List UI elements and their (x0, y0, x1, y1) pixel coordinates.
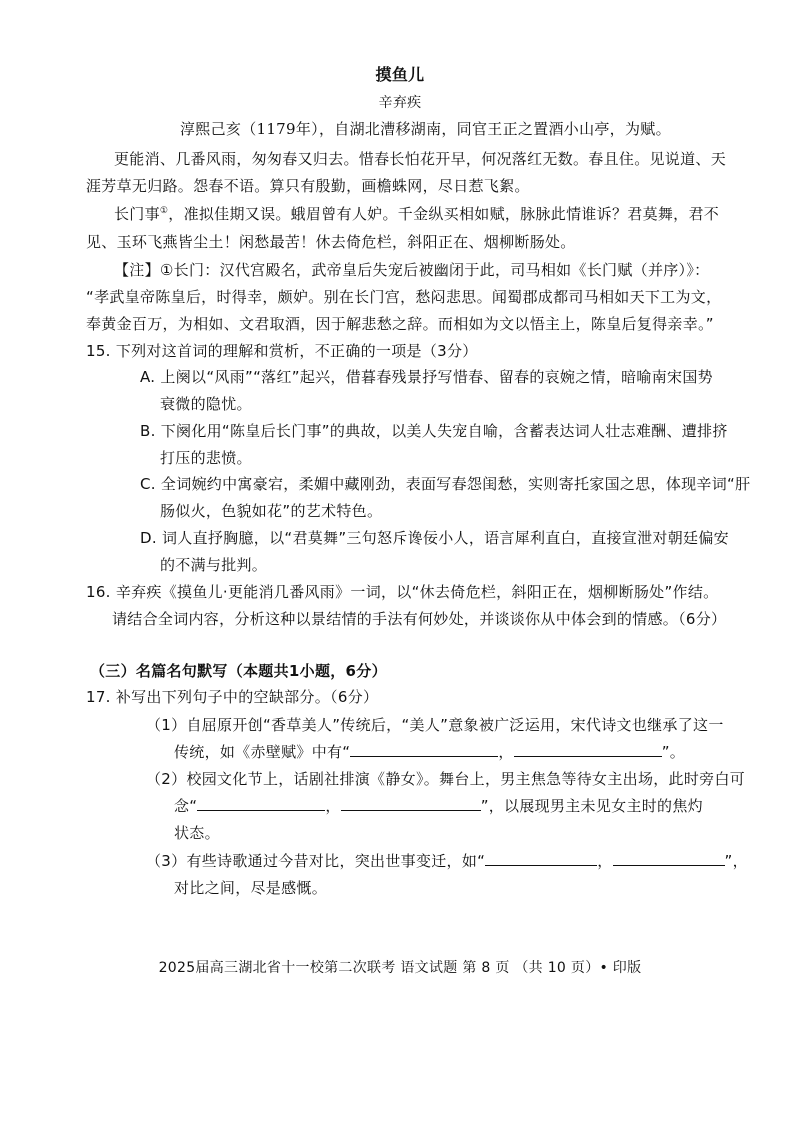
poem-title: 摸鱼儿 (375, 65, 425, 84)
q17-stem: 17. 补写出下列句子中的空缺部分。（6分） (86, 688, 379, 706)
q17-part2-line3: 状态。 (174, 824, 220, 842)
q17-part3-blank2[interactable] (613, 851, 725, 866)
note-line3: 奉黄金百万，为相如、文君取酒，因于解悲愁之辞。而相如为文以悟主上，陈皇后复得亲幸。” (86, 315, 714, 333)
note-line2: “孝武皇帝陈皇后，时得幸，颇妒。别在长门宫，愁闷悲思。闻蜀郡成都司马相如天下工为文， (86, 288, 722, 306)
q17-part2-line2 (174, 795, 703, 816)
q16-line1: 16. 辛弃疾《摸鱼儿·更能消几番风雨》一词，以“休去倚危栏，斜阳正在，烟柳断肠处”作结。 (86, 583, 719, 601)
poem-stanza2-line2: 见、玉环飞燕皆尘土！闲愁最苦！休去倚危栏，斜阳正在、烟柳断肠处。 (86, 233, 576, 251)
q17-part3-prefix: （3）有些诗歌通过今昔对比，突出世事变迁，如“ (146, 852, 486, 870)
q17-part1-blank1[interactable] (350, 742, 498, 757)
stanza2-line1-start: 长门事 (114, 205, 160, 223)
q17-part2-suffix: ”，以展现男主未见女主时的焦灼 (480, 797, 703, 815)
q17-part1-line1: （1）自屈原开创“香草美人”传统后，“美人”意象被广泛运用，宋代诗文也继承了这一 (146, 716, 724, 734)
q17-part2-blank2[interactable] (341, 796, 481, 811)
q15-option-b-line1: B. 下阕化用“陈皇后长门事”的典故，以美人失宠自喻，含蓄表达词人壮志难酬、遭排挤 (140, 422, 728, 440)
poem-stanza1-line1: 更能消、几番风雨，匆匆春又归去。惜春长怕花开早，何况落红无数。春且住。见说道、天 (114, 150, 727, 168)
q17-part1-suffix: ”。 (661, 743, 686, 761)
q15-option-c-line1: C. 全词婉约中寓豪宕，柔媚中藏刚劲，表面写春怨闺愁，实则寄托家国之思，体现辛词“肝 (140, 475, 751, 493)
poem-stanza2-line1 (114, 203, 719, 224)
q15-option-d-line2: 的不满与批判。 (160, 556, 268, 574)
q17-part3-suffix: ”， (724, 852, 748, 870)
q17-part2-prefix: 念“ (174, 797, 198, 815)
q15-option-a-line1: A. 上阕以“风雨”“落红”起兴，借暮春残景抒写惜春、留春的哀婉之情，暗喻南宋国势 (140, 368, 713, 386)
q17-part3-separator: ， (597, 852, 613, 870)
q17-part3-blank1[interactable] (485, 851, 597, 866)
q16-line2: 请结合全词内容，分析这种以景结情的手法有何妙处，并谈谈你从中体会到的情感。（6分） (112, 610, 727, 628)
q17-part2-blank1[interactable] (197, 796, 325, 811)
q17-part1-blank2[interactable] (514, 742, 662, 757)
page-footer: 2025届高三湖北省十一校第二次联考 语文试题 第 8 页 （共 10 页）• 印版 (158, 960, 642, 976)
stanza2-line1-rest: ，准拟佳期又误。蛾眉曾有人妒。千金纵买相如赋，脉脉此情谁诉？君莫舞，君不 (168, 205, 720, 223)
q17-part1-prefix: 传统，如《赤壁赋》中有“ (174, 743, 351, 761)
poem-preface: 淳熙己亥（1179年），自湖北漕移湖南，同官王正之置酒小山亭，为赋。 (180, 120, 671, 138)
q17-part2-separator: ， (325, 797, 341, 815)
q15-option-b-line2: 打压的悲愤。 (160, 449, 252, 467)
q17-part1-separator: ， (498, 743, 514, 761)
q15-option-c-line2: 肠似火，色貌如花”的艺术特色。 (160, 502, 383, 520)
q15-option-a-line2: 衰微的隐忧。 (160, 395, 252, 413)
q17-part2-line1: （2）校园文化节上，话剧社排演《静女》。舞台上，男主焦急等待女主出场，此时旁白可 (146, 770, 746, 788)
footnote-marker: ① (159, 206, 169, 216)
q15-option-d-line1: D. 词人直抒胸臆，以“君莫舞”三句怒斥谗佞小人，语言犀利直白，直接宣泄对朝廷偏安 (140, 529, 729, 547)
q17-part1-line2 (174, 741, 685, 762)
poem-stanza1-line2: 涯芳草无归路。怨春不语。算只有殷勤，画檐蛛网，尽日惹飞絮。 (86, 177, 530, 195)
q17-part3-line2: 对比之间，尽是感慨。 (174, 879, 328, 897)
note-line1: 【注】①长门：汉代宫殿名，武帝皇后失宠后被幽闭于此，司马相如《长门赋（并序）》： (114, 261, 710, 279)
q17-part3-line1 (146, 850, 748, 871)
q15-stem: 15. 下列对这首词的理解和赏析，不正确的一项是（3分） (86, 342, 478, 360)
poem-author: 辛弃疾 (378, 95, 422, 111)
section3-heading: （三）名篇名句默写（本题共1小题，6分） (90, 662, 387, 680)
